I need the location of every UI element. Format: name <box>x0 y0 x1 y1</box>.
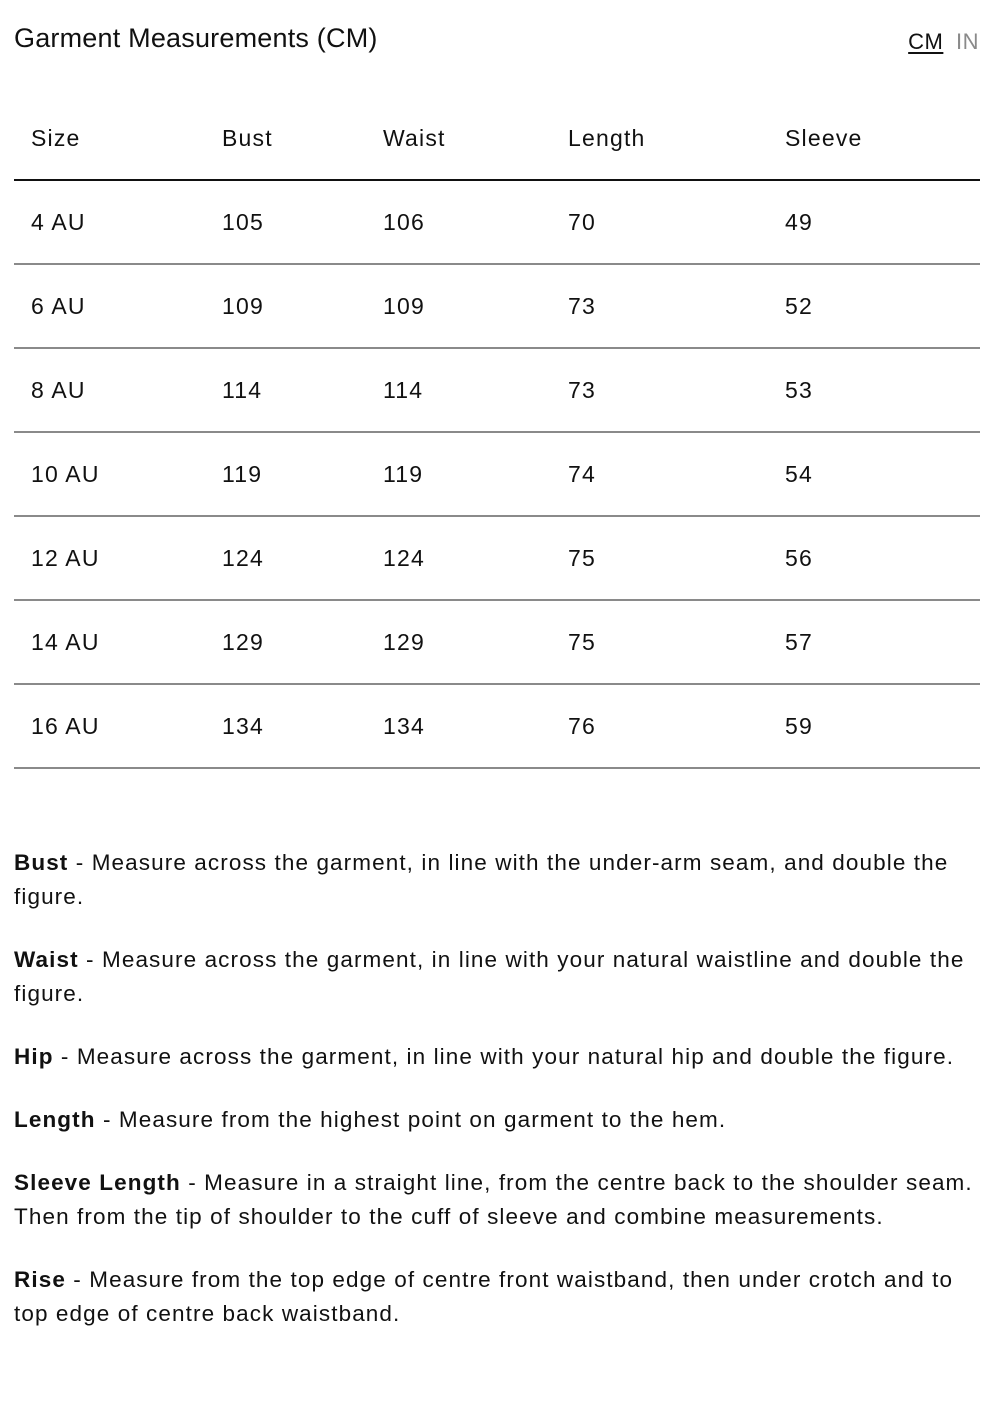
guide-item <box>14 943 980 1011</box>
cell-size: 4 AU <box>31 209 86 235</box>
guide-description: - Measure from the top edge of centre front waistband, then under crotch and to top edge of centre back waistband. <box>14 1267 954 1326</box>
table-row <box>14 265 980 349</box>
guide-term: Length <box>14 1107 96 1132</box>
guide-item <box>14 1263 980 1331</box>
cell-bust: 134 <box>222 713 264 739</box>
guide-description: - Measure from the highest point on garment to the hem. <box>95 1107 727 1132</box>
cell-size: 12 AU <box>31 545 100 571</box>
cell-bust: 105 <box>222 209 264 235</box>
cell-size: 10 AU <box>31 461 100 487</box>
cell-sleeve: 49 <box>785 209 813 235</box>
page-title: Garment Measurements (CM) <box>14 23 378 53</box>
column-header-length: Length <box>568 125 646 151</box>
guide-term: Rise <box>14 1267 66 1292</box>
guide-description: - Measure across the garment, in line with your natural waistline and double the figure. <box>14 947 965 1006</box>
unit-toggle <box>908 28 979 56</box>
guide-term: Waist <box>14 947 79 972</box>
table-row <box>14 685 980 769</box>
guide-item <box>14 1040 980 1074</box>
guide-term: Hip <box>14 1044 54 1069</box>
cell-length: 75 <box>568 545 596 571</box>
column-header-sleeve: Sleeve <box>785 125 863 151</box>
cell-length: 70 <box>568 209 596 235</box>
cell-waist: 134 <box>383 713 425 739</box>
cell-length: 76 <box>568 713 596 739</box>
column-header-waist: Waist <box>383 125 446 151</box>
guide-item <box>14 846 980 914</box>
cell-bust: 124 <box>222 545 264 571</box>
cell-sleeve: 52 <box>785 293 813 319</box>
cell-size: 14 AU <box>31 629 100 655</box>
table-row <box>14 349 980 433</box>
cell-bust: 114 <box>222 377 263 403</box>
size-table <box>14 97 980 769</box>
cell-bust: 119 <box>222 461 263 487</box>
cell-length: 75 <box>568 629 596 655</box>
cell-waist: 124 <box>383 545 425 571</box>
measurement-guide <box>14 846 980 1393</box>
table-row <box>14 181 980 265</box>
guide-description: - Measure in a straight line, from the centre back to the shoulder seam. Then from the tip of shoulder to the cuff of sleeve and combine measurements. <box>14 1170 973 1229</box>
cell-waist: 129 <box>383 629 425 655</box>
cell-waist: 119 <box>383 461 424 487</box>
unit-cm-button[interactable]: CM <box>908 29 944 54</box>
cell-sleeve: 53 <box>785 377 813 403</box>
cell-bust: 109 <box>222 293 264 319</box>
table-row <box>14 517 980 601</box>
cell-sleeve: 57 <box>785 629 813 655</box>
cell-bust: 129 <box>222 629 264 655</box>
column-header-bust: Bust <box>222 125 273 151</box>
cell-length: 73 <box>568 293 596 319</box>
table-row <box>14 601 980 685</box>
guide-item <box>14 1103 980 1137</box>
cell-size: 8 AU <box>31 377 86 403</box>
cell-waist: 106 <box>383 209 425 235</box>
cell-length: 74 <box>568 461 596 487</box>
cell-size: 6 AU <box>31 293 86 319</box>
cell-sleeve: 56 <box>785 545 813 571</box>
guide-term: Sleeve Length <box>14 1170 181 1195</box>
column-header-size: Size <box>31 125 81 151</box>
guide-description: - Measure across the garment, in line with the under-arm seam, and double the figure. <box>14 850 949 909</box>
guide-term: Bust <box>14 850 69 875</box>
cell-length: 73 <box>568 377 596 403</box>
table-row <box>14 433 980 517</box>
table-header-row <box>14 97 980 181</box>
cell-sleeve: 54 <box>785 461 813 487</box>
cell-size: 16 AU <box>31 713 100 739</box>
cell-waist: 109 <box>383 293 425 319</box>
guide-item <box>14 1166 980 1234</box>
cell-sleeve: 59 <box>785 713 813 739</box>
guide-description: - Measure across the garment, in line with your natural hip and double the figure. <box>53 1044 955 1069</box>
cell-waist: 114 <box>383 377 424 403</box>
unit-in-button[interactable]: IN <box>956 29 979 54</box>
